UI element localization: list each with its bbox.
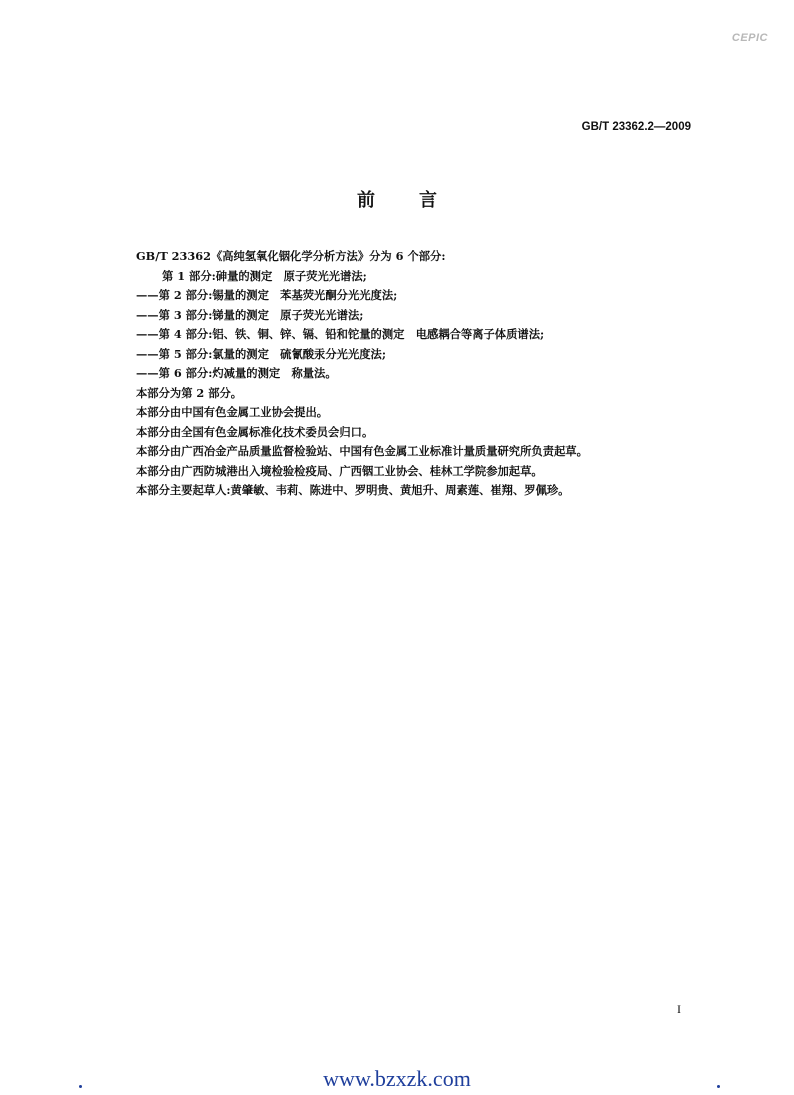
paragraph-drafters: 本部分主要起草人:黄肇敏、韦莉、陈进中、罗明贵、黄旭升、周素莲、崔翔、罗佩珍。 (136, 483, 570, 497)
paragraph-managed-by: 本部分由全国有色金属标准化技术委员会归口。 (136, 424, 374, 439)
list-item-part4: ——第 4 部分:铝、铁、铜、锌、镉、铅和铊量的测定 电感耦合等离子体质谱法; (136, 327, 545, 341)
footer-dot-right (717, 1085, 720, 1088)
page-title: 前言 (357, 190, 481, 211)
foreword-body (136, 247, 676, 501)
standard-code: GB/T 23362.2—2009 (581, 121, 691, 133)
paragraph-proposed-by: 本部分由中国有色金属工业协会提出。 (136, 405, 329, 419)
list-item-part6: ——第 6 部分:灼减量的测定 称量法。 (136, 366, 337, 380)
intro-paragraph: GB/T 23362《高纯氢氧化铟化学分析方法》分为 6 个部分: (136, 249, 446, 263)
list-item-part5: ——第 5 部分:氯量的测定 硫氰酸汞分光光度法; (136, 346, 387, 361)
paragraph-participated-by: 本部分由广西防城港出入境检验检疫局、广西铟工业协会、桂林工学院参加起草。 (136, 463, 543, 478)
cepic-logo: CEPIC (731, 32, 768, 44)
page-number: I (677, 1002, 681, 1016)
list-item-part2: ——第 2 部分:锡量的测定 苯基荧光酮分光光度法; (136, 288, 398, 302)
paragraph-part-number: 本部分为第 2 部分。 (136, 385, 243, 400)
list-item-part1: 第 1 部分:砷量的测定 原子荧光光谱法; (162, 268, 367, 283)
paragraph-drafted-by: 本部分由广西冶金产品质量监督检验站、中国有色金属工业标准计量质量研究所负责起草。 (136, 444, 588, 458)
list-item-part3: ——第 3 部分:锑量的测定 原子荧光光谱法; (136, 307, 364, 322)
footer-website-link[interactable]: www.bzxzk.com (323, 1066, 471, 1091)
